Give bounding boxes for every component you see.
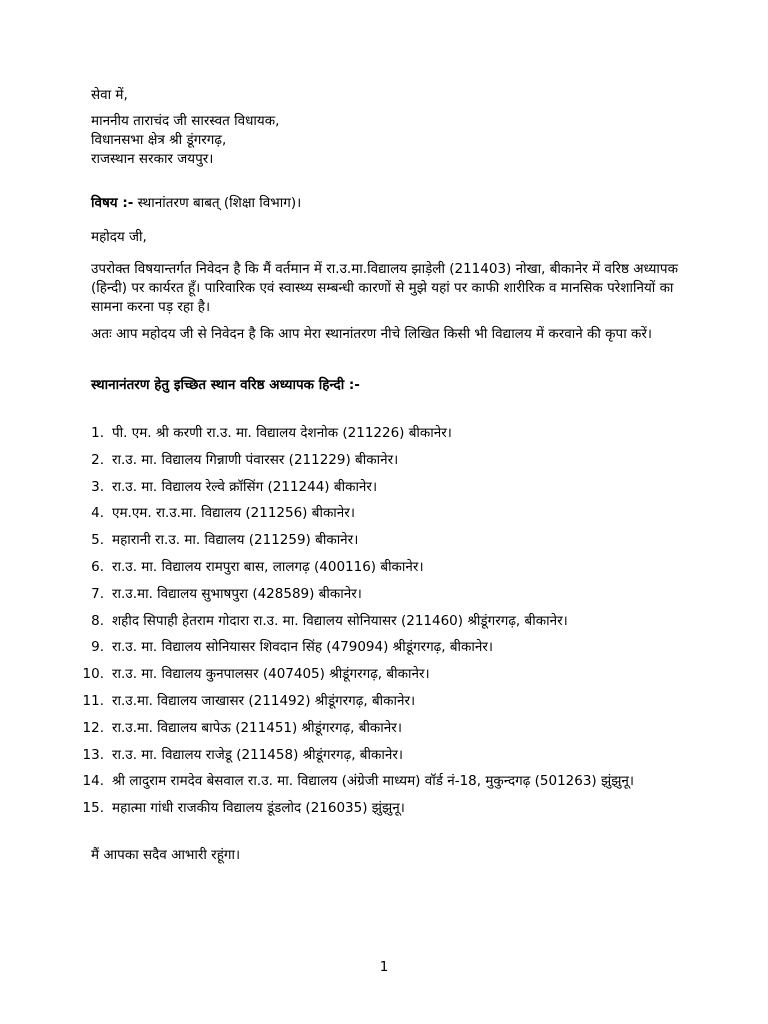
recipient-line-2: विधानसभा क्षेत्र श्री डूंगरगढ़, (91, 132, 227, 148)
closing-line: मैं आपका सदैव आभारी रहूंगा। (91, 847, 241, 863)
list-item: 10. रा.उ. मा. विद्यालय कुनपालसर (407405) श्रीडूंगरगढ़, बीकानेर। (82, 666, 430, 683)
list-item: 11. रा.उ.मा. विद्यालय जाखासर (211492) श्रीडूंगरगढ़, बीकानेर। (82, 692, 416, 709)
list-item: 12. रा.उ.मा. विद्यालय बापेऊ (211451) श्रीडूंगरगढ़, बीकानेर। (82, 719, 402, 736)
list-item: 4. एम.एम. रा.उ.मा. विद्यालय (211256) बीकानेर। (91, 505, 355, 522)
list-item: 1. पी. एम. श्री करणी रा.उ. मा. विद्यालय देशनोक (211226) बीकानेर। (91, 425, 452, 441)
list-item: 15. महात्मा गांधी राजकीय विद्यालय डूंडलोद (216035) झुंझुनू। (82, 800, 405, 817)
page-number: 1 (379, 959, 389, 975)
salutation: सेवा में, (91, 87, 128, 103)
body-paragraph-2: अतः आप महोदय जी से निवेदन है कि आप मेरा स्थानांतरण नीचे लिखित किसी भी विद्यालय में करवाने की कृपा करें। (91, 326, 652, 342)
recipient-address (91, 112, 687, 169)
list-item: 6. रा.उ. मा. विद्यालय रामपुरा बास, लालगढ़ (400116) बीकानेर। (91, 558, 424, 575)
list-item: 2. रा.उ. मा. विद्यालय गिन्नाणी पंवारसर (211229) बीकानेर। (91, 451, 399, 468)
recipient-line-3: राजस्थान सरकार जयपुर। (91, 151, 214, 167)
greeting: महोदय जी, (91, 229, 147, 245)
body-paragraph-1: उपरोक्त विषयान्तर्गत निवेदन है कि मैं वर्तमान में रा.उ.मा.विद्यालय झाड़ेली (211403) नोखा, बीकानेर में वरिष्ठ अध्यापक (हिन्दी) पर कार्यरत हूँ। पारिवारिक एवं स्वास्थ्य सम्बन्धी कारणों से मुझे यहां पर काफी शारीरिक व मानसिक परेशानियों का सामना करना पड़ रहा है। (91, 261, 678, 315)
list-item: 7. रा.उ.मा. विद्यालय सुभाषपुरा (428589) बीकानेर। (91, 585, 362, 602)
subject-line (91, 194, 687, 213)
subject-label: विषय :- (91, 195, 134, 211)
recipient-line-1: माननीय ताराचंद जी सारस्वत विधायक, (91, 113, 280, 129)
list-item: 5. महारानी रा.उ. मा. विद्यालय (211259) बीकानेर। (91, 532, 359, 549)
list-item: 8. शहीद सिपाही हेतराम गोदारा रा.उ. मा. विद्यालय सोनियासर (211460) श्रीडूंगरगढ़, बीकानेर। (91, 612, 568, 629)
preferred-places-list (80, 420, 730, 822)
list-item: 14. श्री लादुराम रामदेव बेसवाल रा.उ. मा. विद्यालय (अंग्रेजी माध्यम) वॉर्ड नं-18, मुकुन्दगढ़ (501263) झुंझुनू। (82, 773, 635, 790)
list-item: 3. रा.उ. मा. विद्यालय रेल्वे क्रॉसिंग (211244) बीकानेर। (91, 478, 378, 495)
subject-text: स्थानांतरण बाबत् (शिक्षा विभाग)। (133, 195, 302, 211)
list-item: 13. रा.उ. मा. विद्यालय राजेडू (211458) श्रीडूंगरगढ़, बीकानेर। (82, 746, 404, 763)
list-heading: स्थानानंतरण हेतु इच्छित स्थान वरिष्ठ अध्यापक हिन्दी :- (91, 377, 360, 393)
list-item: 9. रा.उ. मा. विद्यालय सोनियासर शिवदान सिंह (479094) श्रीडूंगरगढ़, बीकानेर। (91, 639, 494, 656)
